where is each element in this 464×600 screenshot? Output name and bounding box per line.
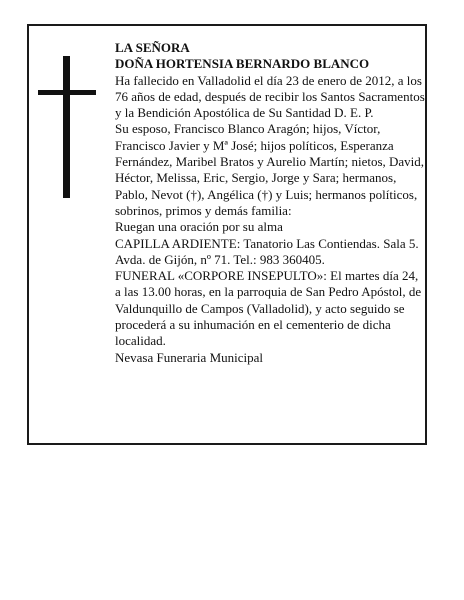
cross-horizontal-bar bbox=[38, 90, 96, 95]
obituary-text bbox=[115, 40, 425, 366]
funeral-home: Nevasa Funeraria Municipal bbox=[115, 349, 264, 365]
latin-cross-icon bbox=[38, 56, 96, 198]
cross-vertical-bar bbox=[63, 56, 70, 198]
funeral-info: FUNERAL «CORPORE INSEPULTO»: El martes día 24, a las 13.00 horas, en la parroquia de San Pedro Apóstol, de Valdunquillo de Campos (Valladolid), y acto seguido se procederá a su inhumación en el cementerio de dicha localidad. bbox=[115, 268, 422, 349]
death-announcement: Ha fallecido en Valladolid el día 23 de enero de 2012, a los 76 años de edad, después de recibir los Santos Sacramentos y la Bendición Apostólica de Su Santidad D. E. P. bbox=[115, 72, 425, 121]
obituary-notice-frame bbox=[27, 24, 427, 445]
heading-title: LA SEÑORA bbox=[115, 40, 190, 55]
family-list: Su esposo, Francisco Blanco Aragón; hijos, Víctor, Francisco Javier y Mª José; hijos políticos, Esperanza Fernández, Maribel Bratos y Aurelio Martín; nietos, David, Héctor, Melissa, Eric, Sergio, Jorge y Sara; hermanos, Pablo, Nevot (†), Angélica (†) y Luis; hermanos políticos, sobrinos, primos y demás familia: bbox=[115, 121, 425, 218]
deceased-name: DOÑA HORTENSIA BERNARDO BLANCO bbox=[115, 56, 370, 72]
prayer-request: Ruegan una oración por su alma bbox=[115, 219, 283, 235]
chapel-info: CAPILLA ARDIENTE: Tanatorio Las Contiendas. Sala 5. Avda. de Gijón, nº 71. Tel.: 983 360405. bbox=[115, 235, 419, 267]
